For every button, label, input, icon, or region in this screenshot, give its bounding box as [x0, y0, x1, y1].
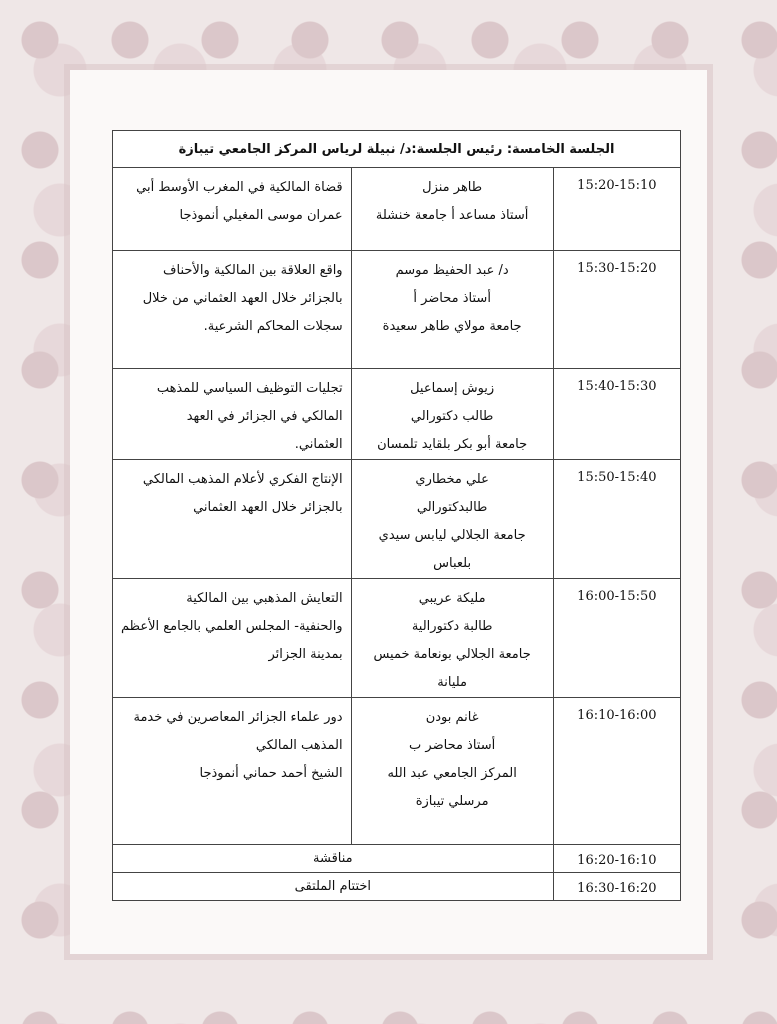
- speaker-affiliation: جامعة الجلالي ليابس سيدي: [378, 528, 526, 543]
- speaker-affiliation: جامعة مولاي طاهر سعيدة: [382, 319, 522, 334]
- time-slot: 16:30-16:20: [553, 873, 680, 901]
- speaker-cell: [351, 369, 553, 460]
- speaker-title: أستاذ محاضر ب: [409, 738, 496, 753]
- speaker-cell: [351, 579, 553, 698]
- topic-line: تجليات التوظيف السياسي للمذهب: [156, 381, 343, 396]
- topic-cell: [113, 369, 352, 460]
- speaker-title: طالبدكتورالي: [416, 500, 488, 515]
- speaker-affiliation: جامعة الجلالي بونعامة خميس: [373, 647, 531, 662]
- table-row: [113, 460, 681, 579]
- speaker-name: غانم بودن: [425, 710, 479, 725]
- topic-line: والحنفية- المجلس العلمي بالجامع الأعظم: [121, 619, 343, 634]
- topic-line: العثماني.: [294, 437, 343, 452]
- table-row: [113, 698, 681, 845]
- speaker-title: طالب دكتورالي: [410, 409, 494, 424]
- speaker-title: أستاذ محاضر أ: [413, 291, 491, 306]
- speaker-title: طالبة دكتورالية: [411, 619, 493, 634]
- speaker-affiliation: أستاذ مساعد أ جامعة خنشلة: [375, 208, 529, 223]
- speaker-name: مليكة عريبي: [418, 591, 486, 606]
- session-title-row: [113, 131, 681, 168]
- session-title: الجلسة الخامسة: رئيس الجلسة:د/ نبيلة لرياس المركز الجامعي تيبازة: [113, 131, 681, 168]
- table-row: [113, 168, 681, 251]
- topic-line: بمدينة الجزائر: [268, 647, 343, 662]
- topic-line: دور علماء الجزائر المعاصرين في خدمة: [133, 710, 343, 725]
- time-slot: 15:20-15:10: [553, 168, 680, 251]
- topic-cell: [113, 251, 352, 369]
- speaker-cell: [351, 460, 553, 579]
- topic-line: بالجزائر خلال العهد العثماني: [193, 500, 343, 515]
- topic-line: عمران موسى المغيلي أنموذجا: [179, 208, 343, 223]
- topic-line: واقع العلاقة بين المالكية والأحناف: [163, 263, 343, 278]
- speaker-name: طاهر منزل: [422, 180, 483, 195]
- speaker-affiliation: بلعباس: [433, 556, 472, 571]
- table-row: [113, 369, 681, 460]
- topic-line: الشيخ أحمد حماني أنموذجا: [199, 766, 343, 781]
- table-row: [113, 873, 681, 901]
- topic-line: التعايش المذهبي بين المالكية: [186, 591, 343, 606]
- speaker-cell: [351, 698, 553, 845]
- table-row: [113, 251, 681, 369]
- speaker-cell: [351, 168, 553, 251]
- time-slot: 16:00-15:50: [553, 579, 680, 698]
- topic-line: الإنتاج الفكري لأعلام المذهب المالكي: [142, 472, 343, 487]
- speaker-cell: [351, 251, 553, 369]
- topic-line: سجلات المحاكم الشرعية.: [203, 319, 343, 334]
- topic-cell: [113, 579, 352, 698]
- speaker-affiliation: المركز الجامعي عبد الله: [387, 766, 517, 781]
- closing-label: اختتام الملتقى: [113, 873, 554, 901]
- topic-cell: [113, 698, 352, 845]
- time-slot: 16:20-16:10: [553, 845, 680, 873]
- speaker-name: زيوش إسماعيل: [410, 381, 495, 396]
- topic-line: بالجزائر خلال العهد العثماني من خلال: [142, 291, 343, 306]
- topic-cell: [113, 460, 352, 579]
- speaker-name: علي مخطاري: [415, 472, 489, 487]
- speaker-affiliation: جامعة أبو بكر بلقايد تلمسان: [377, 437, 528, 452]
- table-row: [113, 845, 681, 873]
- session-table: [112, 130, 681, 901]
- topic-line: المذهب المالكي: [255, 738, 343, 753]
- time-slot: 16:10-16:00: [553, 698, 680, 845]
- time-slot: 15:50-15:40: [553, 460, 680, 579]
- topic-line: قضاة المالكية في المغرب الأوسط أبي: [136, 180, 343, 195]
- speaker-affiliation: مرسلي تيبازة: [415, 794, 489, 809]
- topic-line: المالكي في الجزائر في العهد: [186, 409, 343, 424]
- speaker-affiliation: مليانة: [437, 675, 468, 690]
- time-slot: 15:30-15:20: [553, 251, 680, 369]
- table-row: [113, 579, 681, 698]
- time-slot: 15:40-15:30: [553, 369, 680, 460]
- speaker-name: د/ عبد الحفيظ موسم: [395, 263, 509, 278]
- discussion-label: مناقشة: [113, 845, 554, 873]
- topic-cell: [113, 168, 352, 251]
